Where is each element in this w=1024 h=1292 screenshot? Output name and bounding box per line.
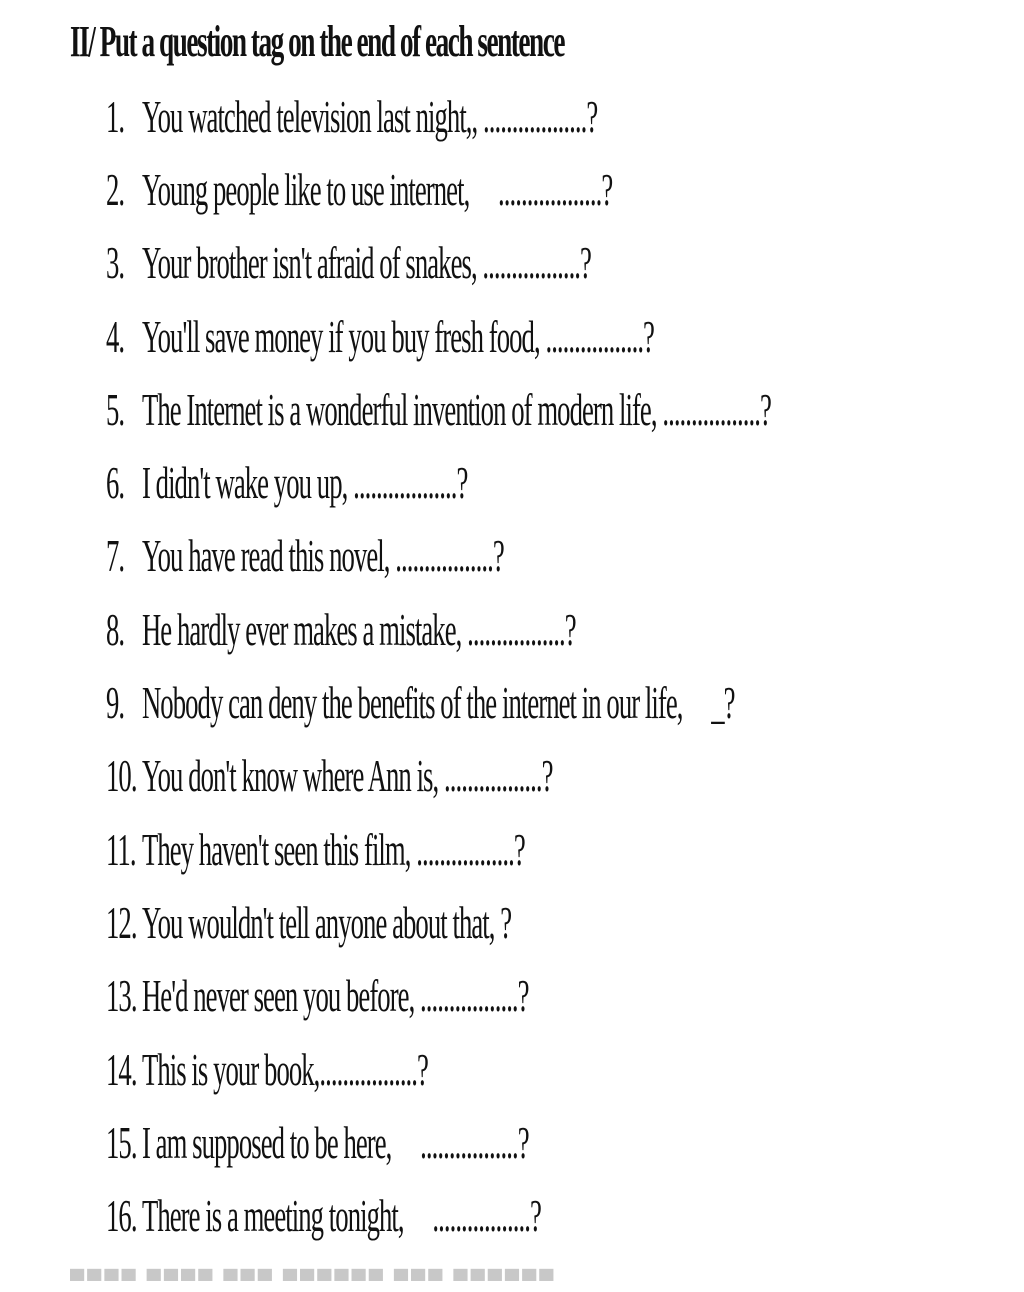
question-number: 11.: [106, 823, 136, 875]
question-text: You wouldn't tell anyone about that, ?: [141, 896, 512, 948]
question-item-8: [106, 593, 1006, 666]
question-item-9: [106, 666, 1006, 739]
question-text: The Internet is a wonderful invention of modern life, .................?: [141, 383, 771, 435]
question-text: You watched television last night,, ..................?: [141, 90, 598, 142]
question-text: This is your book,.................?: [141, 1043, 428, 1095]
question-text: Nobody can deny the benefits of the internet in our life, _?: [141, 677, 735, 729]
question-item-10: [106, 740, 1006, 813]
question-text: He'd never seen you before, .................?: [141, 970, 529, 1022]
question-item-11: [106, 813, 1006, 886]
question-item-6: [106, 446, 1006, 519]
question-number: 7.: [106, 530, 125, 582]
question-item-7: [106, 520, 1006, 593]
question-item-2: [106, 153, 1006, 226]
question-number: 15.: [106, 1116, 137, 1168]
question-item-4: [106, 300, 1006, 373]
question-item-16: [106, 1179, 1006, 1252]
question-text: I didn't wake you up, ..................?: [141, 457, 468, 509]
question-number: 6.: [106, 457, 125, 509]
question-item-3: [106, 227, 1006, 300]
question-text: There is a meeting tonight, .................?: [141, 1190, 541, 1242]
question-number: 9.: [106, 677, 125, 729]
question-item-13: [106, 960, 1006, 1033]
question-number: 16.: [106, 1190, 137, 1242]
question-number: 4.: [106, 310, 125, 362]
question-text: You'll save money if you buy fresh food, .................?: [141, 310, 654, 362]
question-text: I am supposed to be here, .................?: [141, 1116, 529, 1168]
question-number: 14.: [106, 1043, 137, 1095]
exercise-heading: II/ Put a question tag on the end of each sentence: [70, 17, 564, 66]
question-number: 12.: [106, 896, 137, 948]
question-number: 3.: [106, 237, 125, 289]
question-number: 10.: [106, 750, 137, 802]
question-number: 5.: [106, 383, 125, 435]
question-text: Young people like to use internet, ..................?: [141, 163, 613, 215]
question-text: Your brother isn't afraid of snakes, .................?: [141, 237, 591, 289]
question-item-15: [106, 1106, 1006, 1179]
question-number: 13.: [106, 970, 137, 1022]
question-text: He hardly ever makes a mistake, .................?: [141, 603, 576, 655]
question-text: They haven't seen this film, .................?: [141, 823, 525, 875]
question-item-12: [106, 886, 1006, 959]
cut-off-next-section: ▀▀▀▀ ▀▀▀▀ ▀▀▀ ▀▀▀▀▀▀ ▀▀▀ ▀▀▀▀▀▀: [70, 1270, 557, 1292]
question-item-14: [106, 1033, 1006, 1106]
question-number: 8.: [106, 603, 125, 655]
question-text: You don't know where Ann is, .................?: [141, 750, 553, 802]
question-item-1: [106, 80, 1006, 153]
question-item-5: [106, 373, 1006, 446]
question-number: 1.: [106, 90, 125, 142]
question-number: 2.: [106, 163, 125, 215]
question-list: [106, 80, 1006, 1253]
question-text: You have read this novel, .................?: [141, 530, 504, 582]
